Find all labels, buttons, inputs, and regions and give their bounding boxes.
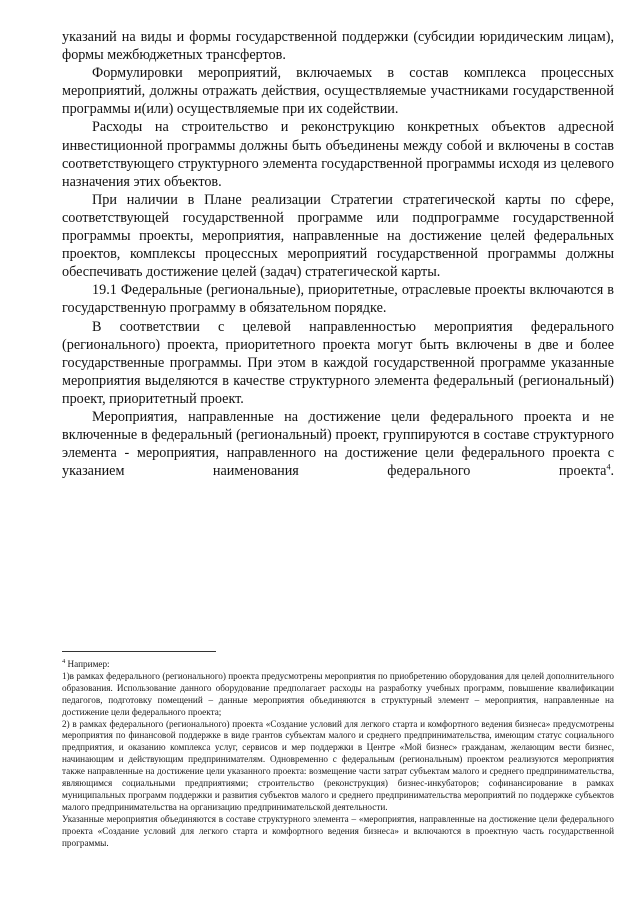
footnote-title (62, 659, 614, 671)
footnote-reference[interactable]: 4 (606, 462, 611, 472)
paragraph-6: В соответствии с целевой направленностью мероприятия федерального (регионального) проекта, приоритетного проекта могут быть включены в две и более государственные программы. При этом в каждой государственной программе указанные мероприятия выделяются в качестве структурного элемента федеральный (региональный) проект, приоритетный проект. (62, 318, 614, 407)
footnote-separator (62, 651, 216, 652)
paragraph-7-end: . (610, 463, 614, 480)
footnotes (62, 659, 614, 850)
paragraph-3: Расходы на строительство и реконструкцию конкретных объектов адресной инвестиционной программы должны быть объединены между собой и включены в состав соответствующего структурного элемента государственной программы исходя из целевого назначения этих объектов. (62, 119, 614, 190)
footnote-item-3: Указанные мероприятия объединяются в составе структурного элемента – «мероприятия, направленные на достижение цели федерального проекта «Создание условий для легкого старта и комфортного ведения бизнеса» и включаются в проектную часть государственной программы. (62, 813, 614, 848)
footnote-item-2: 2) в рамках федерального (регионального) проекта «Создание условий для легкого старта и комфортного ведения бизнеса» предусмотрены мероприятия по финансовой поддержке в виде грантов субъектам малого и среднего предпринимательства, имеющим статус социального предприятия, и оказанию комплекса услуг, сервисов и мер поддержки в Центре «Мой бизнес» гражданам, желающим вести бизнес, начинающим и действующим предпринимателям. Одновременно с федеральным (региональным) проектом реализуются мероприятия также направленные на достижение цели указанного проекта: возмещение части затрат субъектам малого и среднего предпринимательства, являющимся социальными предприятиями; строительство (реконструкция) бизнес-инкубаторов; софинансирование в рамках муниципальных программ поддержки и развития субъектов малого и среднего предпринимательства мероприятий по поддержке субъектов малого предпринимательства на организацию предпринимательской деятельности. (62, 718, 614, 812)
paragraph-5: 19.1 Федеральные (региональные), приоритетные, отраслевые проекты включаются в государственную программу в обязательном порядке. (62, 282, 614, 317)
paragraph-7-text: Мероприятия, направленные на достижение цели федерального проекта и не включенные в федеральный (региональный) проект, группируются в составе структурного элемента - мероприятия, направленного на достижение цели федерального проекта с указанием наименования федерального проекта (62, 408, 614, 480)
paragraph-1: указаний на виды и формы государственной поддержки (субсидии юридическим лицам), формы межбюджетных трансфертов. (62, 29, 614, 64)
paragraph-4: При наличии в Плане реализации Стратегии стратегической карты по сфере, соответствующей государственной программе или подпрограмме государственной программы проекты, мероприятия, направленные на достижение целей федеральных проектов, комплексы процессных мероприятий государственной программы должны обеспечивать достижение целей (задач) стратегической карты. (62, 191, 614, 281)
main-text (62, 28, 614, 480)
paragraph-7 (62, 408, 614, 480)
footnote-item-1: 1)в рамках федерального (регионального) проекта предусмотрены мероприятия по приобретению оборудования для целей дополнительного образования. Использование данного оборудование предполагает расходы на разработку учебных программ, повышение квалификации педагогов, подготовку помещений – данные мероприятия объединяются в структурный элемент – мероприятия, направленные на достижение цели федерального проекта; (62, 670, 614, 717)
footnote-mark: 4 (62, 657, 66, 665)
paragraph-2: Формулировки мероприятий, включаемых в состав комплекса процессных мероприятий, должны отражать действия, осуществляемые участниками государственной программы и(или) осуществляемые при их содействии. (62, 65, 614, 118)
footnote-title-text: Например: (67, 659, 110, 669)
